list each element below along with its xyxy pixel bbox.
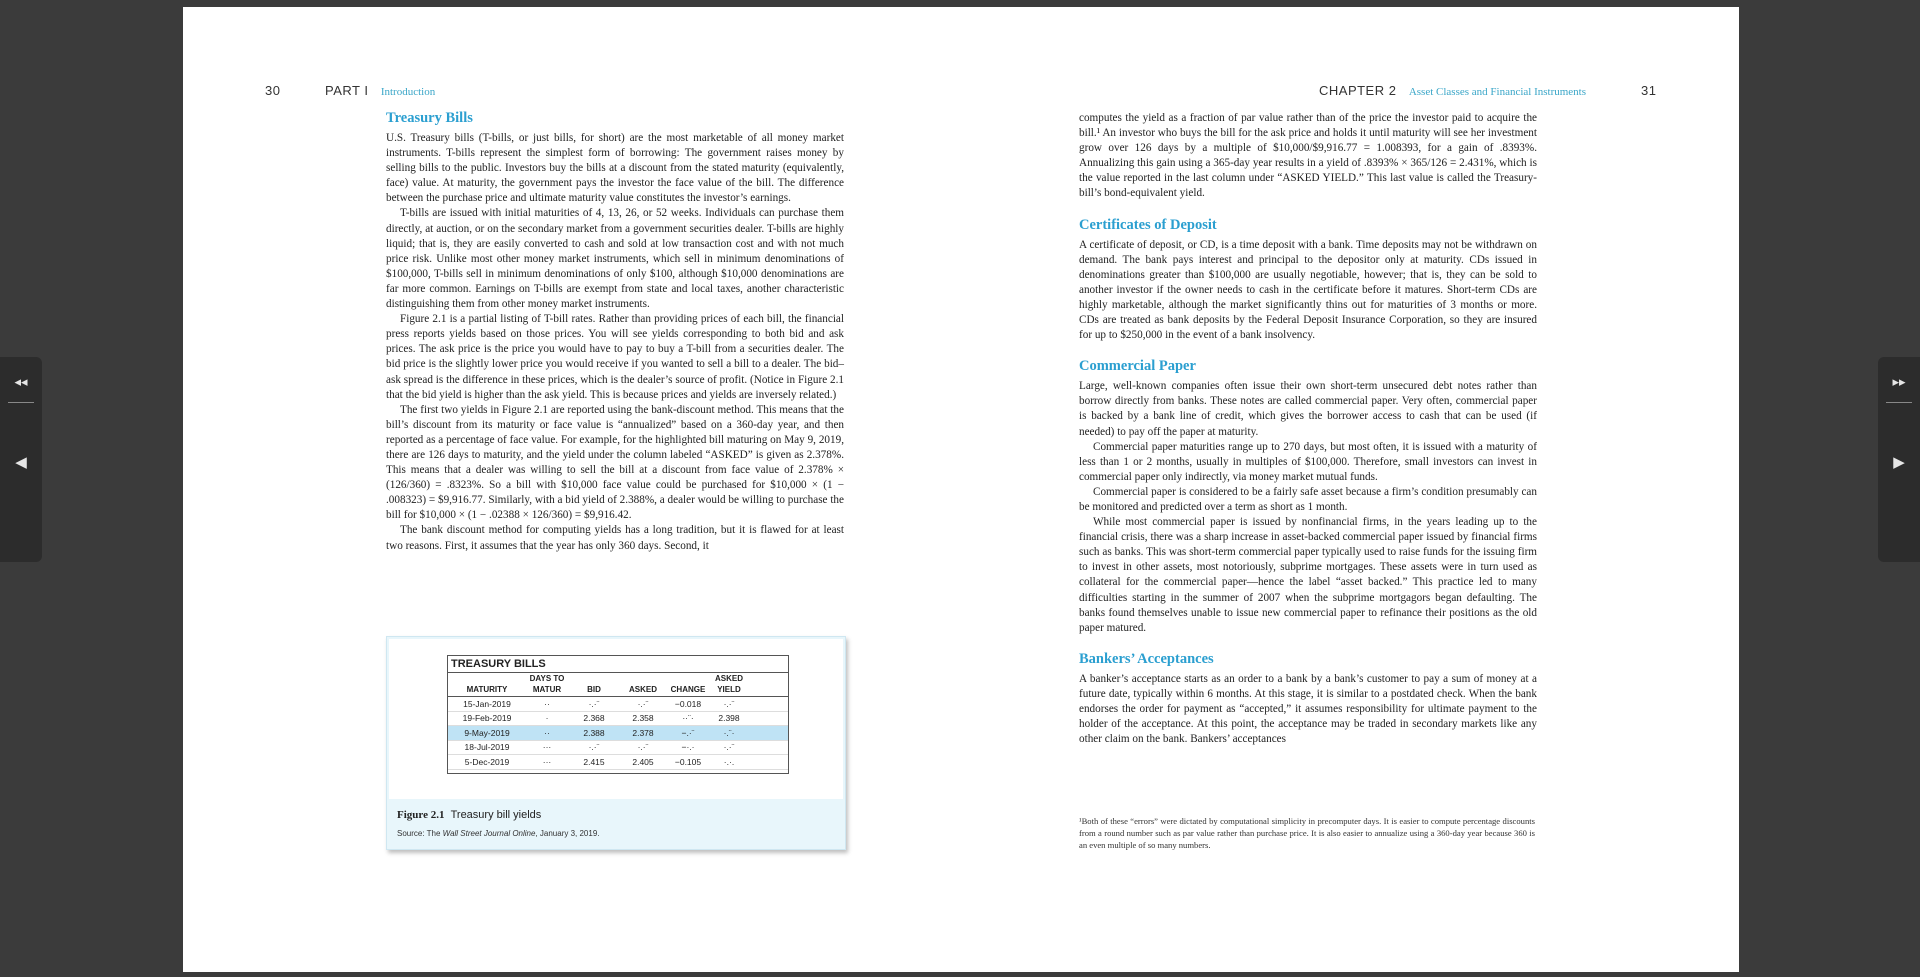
column-header: ASKED: [628, 685, 657, 694]
table-row: 18-Jul-2019 ··· ·.·¨ ·.·¨ −·.· ·.·¨: [448, 741, 788, 756]
first-page-button[interactable]: ◂◂: [14, 375, 28, 390]
figure-caption: [397, 809, 541, 821]
left-page-number: 30: [265, 83, 281, 98]
table-row-highlighted: 9-May-2019 ·· 2.388 2.378 −.·¨ ·.¨·: [448, 726, 788, 741]
right-column: [1079, 111, 1537, 747]
part-label: PART I: [325, 83, 369, 98]
figure-title: Treasury bill yields: [450, 809, 542, 821]
column-header: MATURITY: [466, 685, 508, 694]
right-nav-panel: [1878, 357, 1920, 562]
left-running-head: [325, 83, 435, 98]
paragraph: While most commercial paper is issued by nonfinancial firms, in the years leading up to the financial crisis, there was a sharp increase in asset-backed commercial paper issued by financial firms such as banks. This was short-term commercial paper typically used to raise funds for the issuing firm to invest in other assets, most notoriously, subprime mortgages. These assets were in turn used as collateral for the commercial paper—hence the label “asset backed.” This practice led to many difficulties starting in the summer of 2007 when the subprime mortgagors began defaulting. The banks found themselves unable to issue new commercial paper to refinance their positions as the old paper matured.: [1079, 516, 1537, 634]
chapter-title: Asset Classes and Financial Instruments: [1408, 86, 1587, 98]
table-row: 19-Feb-2019 · 2.368 2.358 ··¨· 2.398: [448, 712, 788, 727]
figure-image-area: [389, 639, 843, 799]
column-header: DAYS TO MATUR: [529, 674, 565, 694]
paragraph: A certificate of deposit, or CD, is a time deposit with a bank. Time deposits may not be withdrawn on demand. The bank pays interest and principal to the depositor only at maturity. CDs issued in denominations greater than $100,000 are usually negotiable, however; that is, they can be sold to another investor if the owner needs to cash in the certificate before it matures. Short-term CDs are highly marketable, although the market significantly thins out for maturities of 3 months or more. CDs are treated as bank deposits by the Federal Deposit Insurance Corporation, so they are insured for up to $250,000 in the event of a bank insolvency.: [1079, 238, 1537, 342]
paragraph: T-bills are issued with initial maturities of 4, 13, 26, or 52 weeks. Individuals can purchase them directly, at auction, or on the secondary market from a government securities dealer. T-bills are highly liquid; that is, they are easily converted to cash and sold at low transaction cost and with not much price risk. Unlike most other money market instruments, which sell in minimum denominations of $100,000, T-bills sell in minimum denominations of only $100, although $10,000 denominations are far more common. Earnings on T-bills are exempt from state and local taxes, another characteristic distinguishing them from other money market instruments.: [386, 207, 844, 311]
paragraph: The first two yields in Figure 2.1 are reported using the bank-discount method. This means that the bill’s discount from its maturity or face value is “annualized” based on a 360-day year, and then reported as a percentage of face value. For example, for the highlighted bill maturing on May 9, 2019, there are 126 days to maturity, and the yield under the column labeled “ASKED” is given as 2.378%. This means that a dealer was willing to sell the bill at a discount from face value of 2.378% × (126/360) = .8323%. So a bill with $10,000 face value could be purchased for $10,000 × (1 − .008323) = $9,916.77. Similarly, with a bid yield of 2.388%, a dealer would be willing to purchase the bill for $10,000 × (1 − .02388 × 126/360) = $9,916.42.: [386, 403, 844, 522]
right-running-head: [1319, 83, 1586, 98]
book-spread: [183, 7, 1739, 972]
chapter-label: CHAPTER 2: [1319, 83, 1397, 98]
next-page-button[interactable]: ▶: [1893, 453, 1905, 471]
table-header: [448, 673, 788, 697]
treasury-bills-heading: Treasury Bills: [386, 110, 473, 126]
paragraph: Large, well-known companies often issue their own short-term unsecured debt notes rather than borrow directly from banks. These notes are called commercial paper. Very often, commercial paper is backed by a bank line of credit, which gives the borrower access to cash that can be used (if needed) to pay off the paper at maturity.: [1079, 380, 1537, 438]
table-row: 5-Dec-2019 ··· 2.415 2.405 −0.105 ·.·.: [448, 755, 788, 770]
paragraph: Commercial paper maturities range up to 270 days, but most often, it is issued with a maturity of less than 1 or 2 months, usually in multiples of $100,000. Therefore, small investors can invest in commercial paper only indirectly, via money market mutual funds.: [1079, 440, 1537, 483]
part-title: Introduction: [380, 86, 436, 98]
left-column: [386, 110, 844, 554]
paragraph: computes the yield as a fraction of par value rather than of the price the investor paid to acquire the bill.¹ An investor who buys the bill for the ask price and holds it until maturity will see her investment grow over 126 days by a multiple of $10,000/$9,916.77 = 1.008393, for a gain of .8393%. Annualizing this gain using a 365-day year results in a yield of .8393% × 365/126 = 2.431%, which is the value reported in the last column under “ASKED YIELD.” This last value is called the Treasury-bill’s bond-equivalent yield.: [1079, 112, 1537, 200]
column-header: ASKED YIELD: [714, 674, 743, 694]
column-header: CHANGE: [670, 685, 706, 694]
previous-page-button[interactable]: ◀: [15, 453, 27, 471]
paragraph: A banker’s acceptance starts as an order to a bank by a bank’s customer to pay a sum of money at a future date, typically within 6 months. At this stage, it is similar to a postdated check. When the bank endorses the order for payment as “accepted,” it assumes responsibility for ultimate payment to the holder of the acceptance. At this point, the acceptance may be traded in secondary markets like any other claim on the bank. Bankers’ acceptances: [1079, 672, 1537, 746]
bankers-acceptances-heading: Bankers’ Acceptances: [1079, 650, 1214, 667]
paragraph: U.S. Treasury bills (T-bills, or just bills, for short) are the most marketable of all money market instruments. T-bills represent the simplest form of borrowing: The government raises money by selling bills to the public. Investors buy the bills at a discount from the stated maturity (equivalently, face) value. At maturity, the government pays the investor the face value of the bill. The difference between the purchase price and ultimate maturity value constitutes the investor’s earnings.: [386, 132, 844, 205]
figure-label: Figure 2.1: [397, 809, 445, 821]
table-row: 15-Jan-2019 ·· ·.·¨ ·.·¨ −0.018 ·.·¨: [448, 697, 788, 712]
right-page-number: 31: [1641, 83, 1657, 98]
treasury-bills-table: [447, 655, 789, 774]
paragraph: The bank discount method for computing yields has a long tradition, but it is flawed for at least two reasons. First, it assumes that the year has only 360 days. Second, it: [386, 524, 844, 552]
paragraph: Figure 2.1 is a partial listing of T-bill rates. Rather than providing prices of each bill, the financial press reports yields based on those prices. You will see yields corresponding to both bid and ask prices. The ask price is the price you would have to pay to buy a T-bill from a securities dealer. The bid price is the slightly lower price you would receive if you wanted to sell a bill to a dealer. The bid–ask spread is the difference in these prices, which is the dealer’s source of profit. (Notice in Figure 2.1 that the bid yield is higher than the ask yield. This is because prices and yields are inversely related.): [386, 313, 844, 401]
certificates-of-deposit-heading: Certificates of Deposit: [1079, 216, 1217, 233]
left-nav-panel: [0, 357, 42, 562]
nav-divider: [1886, 402, 1912, 403]
paragraph: Commercial paper is considered to be a fairly safe asset because a firm’s condition presumably can be monitored and predicted over a term as short as 1 month.: [1079, 485, 1537, 513]
column-header: BID: [587, 685, 601, 694]
figure-source: Source: The Wall Street Journal Online, January 3, 2019.: [397, 829, 600, 838]
figure-2-1: [386, 636, 846, 850]
table-title: TREASURY BILLS: [448, 656, 788, 673]
last-page-button[interactable]: ▸▸: [1892, 375, 1906, 390]
commercial-paper-heading: Commercial Paper: [1079, 358, 1196, 375]
footnote: ¹Both of these “errors” were dictated by computational simplicity in precomputer days. It is easier to compute percentage discounts from a round number such as par value rather than purchase price. It is also easier to annualize using a 360-day year because 360 is an even multiple of so many numbers.: [1079, 816, 1535, 850]
nav-divider: [8, 402, 34, 403]
